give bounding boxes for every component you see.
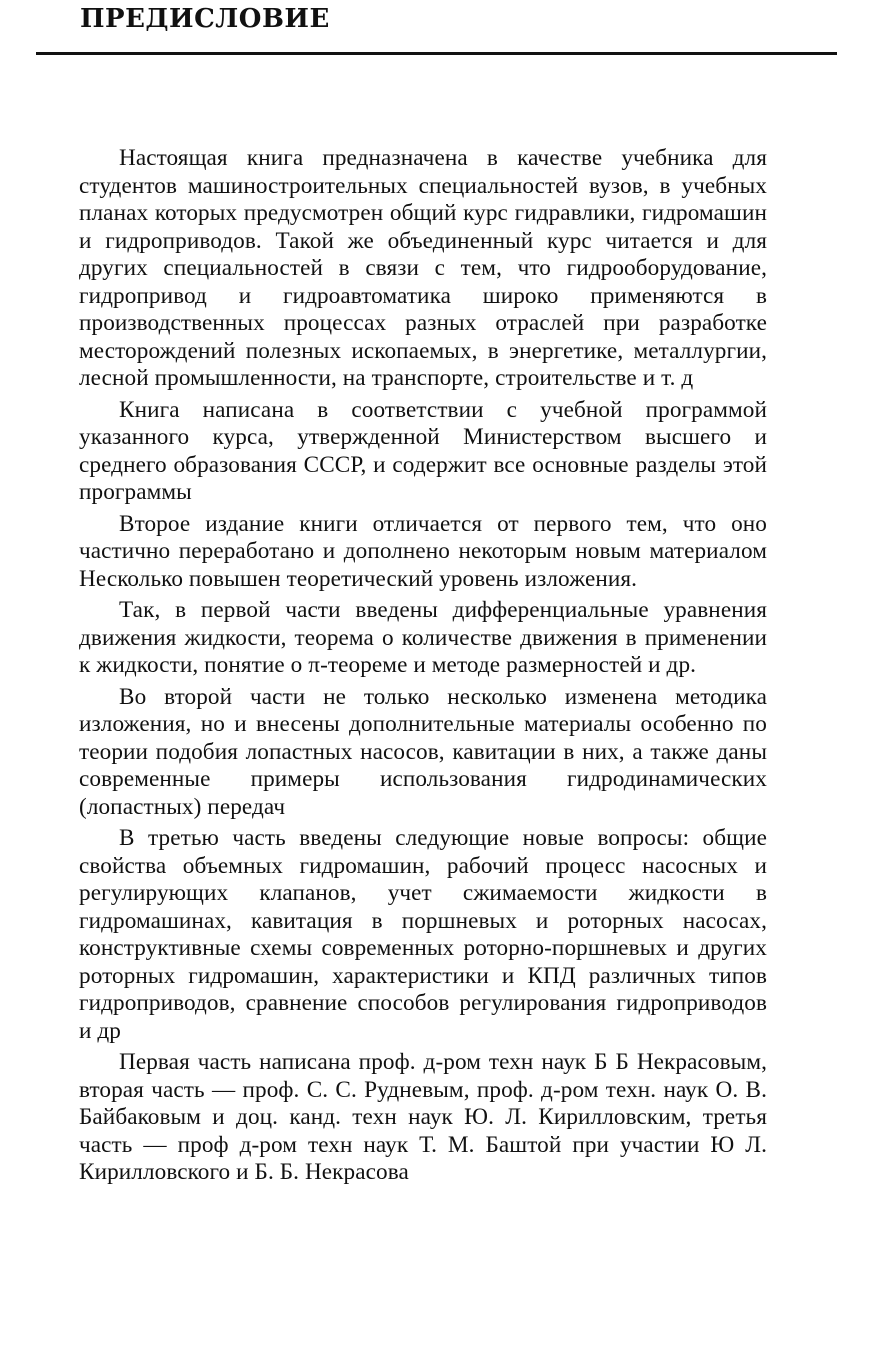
paragraph-program: Книга написана в соответствии с учебной программой указанного курса, утвержденной Министерством высшего и среднего образования СССР, и содержит все основные разделы этой программы	[79, 396, 767, 505]
paragraph-part-one: Так, в первой части введены дифференциальные уравнения движения жидкости, теорема о количестве движения в применении к жидкости, понятие о π-теореме и методе размерностей и др.	[79, 597, 767, 678]
preface-body	[79, 145, 767, 1191]
paragraph-purpose: Настоящая книга предназначена в качестве учебника для студентов машиностроительных специальностей вузов, в учебных планах которых предусмотрен общий курс гидравлики, гидромашин и гидроприводов. Такой же объединенный курс читается и для других специальностей в связи с тем, что гидрооборудование, гидропривод и гидроавтоматика широко применяются в производственных процессах разных отраслей при разработке месторождений полезных ископаемых, в энергетике, металлургии, лесной промышленности, на транспорте, строительстве и т. д	[79, 145, 767, 391]
paragraph-part-two: Во второй части не только несколько изменена методика изложения, но и внесены дополнительные материалы особенно по теории подобия лопастных насосов, кавитации в них, а также даны современные примеры использования гидродинамических (лопастных) передач	[79, 683, 767, 820]
paragraph-authors: Первая часть написана проф. д-ром техн наук Б Б Некрасовым, вторая часть — проф. С. С. Рудневым, проф. д-ром техн. наук О. В. Байбаковым и доц. канд. техн наук Ю. Л. Кирилловским, третья часть — проф д-ром техн наук Т. М. Баштой при участии Ю Л. Кирилловского и Б. Б. Некрасова	[79, 1049, 767, 1185]
paragraph-second-edition: Второе издание книги отличается от первого тем, что оно частично переработано и дополнено некоторым новым материалом Несколько повышен теоретический уровень изложения.	[79, 510, 767, 592]
page-title: ПРЕДИСЛОВИЕ	[80, 4, 330, 34]
paragraph-part-three: В третью часть введены следующие новые вопросы: общие свойства объемных гидромашин, рабочий процесс насосных и регулирующих клапанов, учет сжимаемости жидкости в гидромашинах, кавитация в поршневых и роторных насосах, конструктивные схемы современных роторно-поршневых и других роторных гидромашин, характеристики и КПД различных типов гидроприводов, сравнение способов регулирования гидроприводов и др	[79, 825, 767, 1044]
heading-divider	[36, 52, 837, 55]
